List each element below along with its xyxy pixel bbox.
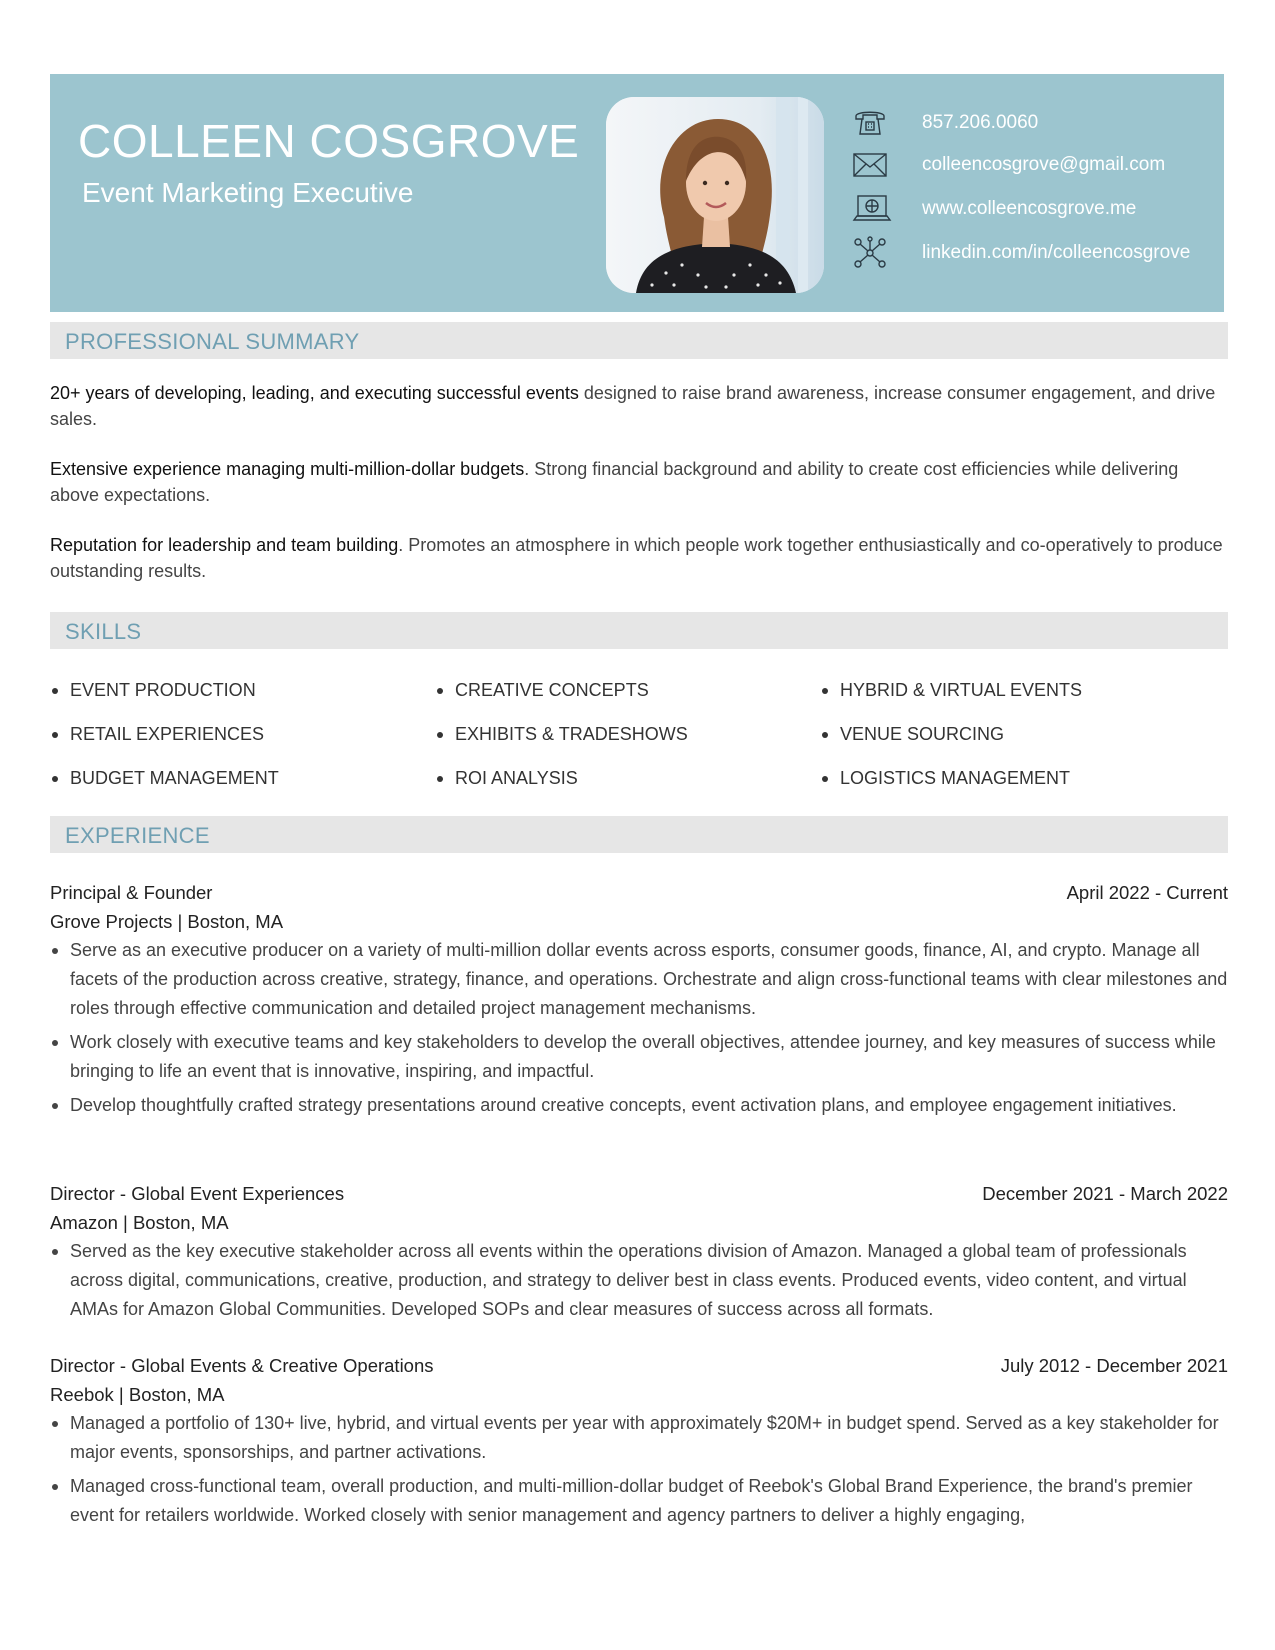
email-address[interactable]: colleencosgrove@gmail.com xyxy=(922,154,1166,175)
profile-photo xyxy=(606,97,824,293)
job-company: Amazon | Boston, MA xyxy=(50,1212,229,1233)
job-role: Principal & Founder xyxy=(50,882,213,903)
summary-paragraph xyxy=(50,532,1230,584)
summary-highlight: Reputation for leadership and team building xyxy=(50,535,399,555)
job-bullets xyxy=(50,936,1230,1125)
section-heading: EXPERIENCE xyxy=(65,823,210,848)
skill-item: EVENT PRODUCTION xyxy=(50,680,256,701)
skills-list xyxy=(50,680,1230,810)
job-bullet: Managed cross-functional team, overall production, and multi-million-dollar budget of Reebok's Global Brand Experience, the brand's premier event for retailers worldwide. Worked closely with senior management and agency partners to deliver a highly engaging, xyxy=(50,1472,1230,1530)
resume-header xyxy=(50,74,1224,312)
job-bullets xyxy=(50,1237,1230,1329)
phone-number[interactable]: 857.206.0060 xyxy=(922,112,1039,133)
job-dates: December 2021 - March 2022 xyxy=(982,1183,1228,1204)
contact-website xyxy=(852,190,1224,230)
skill-item: RETAIL EXPERIENCES xyxy=(50,724,264,745)
summary-paragraph xyxy=(50,380,1230,432)
summary-text: . Strong financial background and ability to create cost efficiencies while delivering above expectations. xyxy=(50,459,1179,505)
job-bullet: Served as the key executive stakeholder across all events within the operations division of Amazon. Managed a global team of professionals across digital, communications, creative, production, and strategy to deliver best in class events. Produced events, video content, and virtual AMAs for Amazon Global Communities. Developed SOPs and clear measures of success across all formats. xyxy=(50,1237,1230,1324)
candidate-title: Event Marketing Executive xyxy=(82,177,414,208)
network-icon xyxy=(852,236,888,270)
job-header xyxy=(50,1355,1228,1381)
skill-item: EXHIBITS & TRADESHOWS xyxy=(435,724,688,745)
skill-item: BUDGET MANAGEMENT xyxy=(50,768,279,789)
job-bullet: Work closely with executive teams and key stakeholders to develop the overall objectives, attendee journey, and key measures of success while bringing to life an event that is innovative, inspiring, and impactful. xyxy=(50,1028,1230,1086)
candidate-name: COLLEEN COSGROVE xyxy=(78,115,580,167)
skill-item: HYBRID & VIRTUAL EVENTS xyxy=(820,680,1082,701)
contact-phone xyxy=(852,104,1224,144)
section-heading: PROFESSIONAL SUMMARY xyxy=(65,329,360,354)
skill-item: CREATIVE CONCEPTS xyxy=(435,680,649,701)
contact-linkedin xyxy=(852,234,1224,274)
summary-paragraph xyxy=(50,456,1230,508)
linkedin-url[interactable]: linkedin.com/in/colleencosgrove xyxy=(922,242,1191,263)
contact-email xyxy=(852,146,1224,186)
job-bullets xyxy=(50,1409,1230,1535)
summary-text: designed to raise brand awareness, increase consumer engagement, and drive sales. xyxy=(50,383,1216,429)
section-experience xyxy=(50,816,1228,853)
job-bullet: Develop thoughtfully crafted strategy presentations around creative concepts, event activation plans, and employee engagement initiatives. xyxy=(50,1091,1230,1120)
section-professional-summary xyxy=(50,322,1228,359)
job-bullet: Serve as an executive producer on a variety of multi-million dollar events across esports, consumer goods, finance, AI, and crypto. Manage all facets of the production across creative, strategy, finance, and operations. Orchestrate and align cross-functional teams with clear milestones and roles through effective communication and detailed project management mechanisms. xyxy=(50,936,1230,1023)
summary-highlight: 20+ years of developing, leading, and executing successful events xyxy=(50,383,579,403)
job-company: Reebok | Boston, MA xyxy=(50,1384,225,1405)
section-heading: SKILLS xyxy=(65,619,142,644)
job-bullet: Managed a portfolio of 130+ live, hybrid, and virtual events per year with approximately $20M+ in budget spend. Served as a key stakeholder for major events, sponsorships, and partner activations. xyxy=(50,1409,1230,1467)
contact-info xyxy=(852,74,1224,312)
phone-icon xyxy=(852,106,888,140)
job-company: Grove Projects | Boston, MA xyxy=(50,911,284,932)
envelope-icon xyxy=(852,148,888,182)
summary-highlight: Extensive experience managing multi-million-dollar budgets xyxy=(50,459,525,479)
summary-text: . Promotes an atmosphere in which people work together enthusiastically and co-operatively to produce outstanding results. xyxy=(50,535,1223,581)
job-role: Director - Global Event Experiences xyxy=(50,1183,345,1204)
job-header xyxy=(50,1183,1228,1209)
job-dates: April 2022 - Current xyxy=(1066,882,1228,903)
skill-item: ROI ANALYSIS xyxy=(435,768,578,789)
website-url[interactable]: www.colleencosgrove.me xyxy=(922,198,1137,219)
job-header xyxy=(50,882,1228,908)
section-skills xyxy=(50,612,1228,649)
skill-item: VENUE SOURCING xyxy=(820,724,1004,745)
job-dates: July 2012 - December 2021 xyxy=(1000,1355,1228,1376)
skill-item: LOGISTICS MANAGEMENT xyxy=(820,768,1070,789)
laptop-globe-icon xyxy=(852,192,888,226)
job-role: Director - Global Events & Creative Operations xyxy=(50,1355,434,1376)
